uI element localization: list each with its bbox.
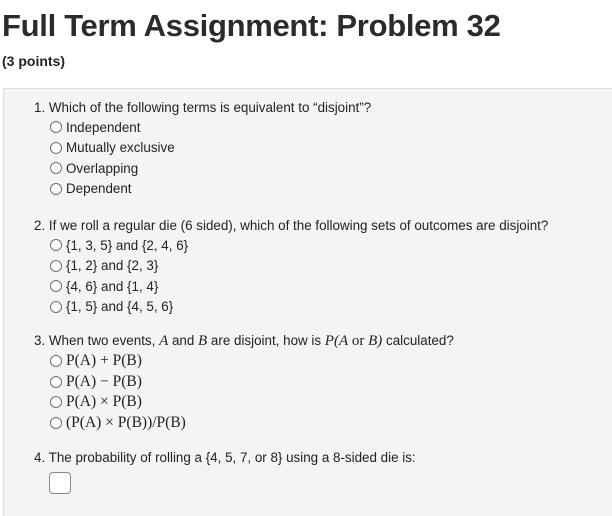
option-label: P(A) × P(B) <box>66 393 142 411</box>
question-2 <box>34 218 548 317</box>
option-label: {1, 5} and {4, 5, 6} <box>66 299 174 315</box>
question-1 <box>34 100 371 199</box>
question-3-options <box>34 351 454 433</box>
question-1-option[interactable] <box>50 158 371 179</box>
question-2-option[interactable] <box>50 297 548 318</box>
question-1-text: 1. Which of the following terms is equivalent to “disjoint”? <box>34 100 372 115</box>
option-label: {4, 6} and {1, 4} <box>66 278 159 294</box>
option-label: Overlapping <box>66 160 139 176</box>
radio-button[interactable] <box>50 396 62 408</box>
option-label: Independent <box>66 119 141 135</box>
radio-button[interactable] <box>50 280 62 292</box>
question-3-option[interactable] <box>50 413 454 434</box>
question-1-options <box>34 117 371 199</box>
radio-button[interactable] <box>50 417 62 429</box>
question-3 <box>34 333 454 433</box>
radio-button[interactable] <box>50 376 62 388</box>
option-label: P(A) + P(B) <box>66 352 142 370</box>
option-label: (P(A) × P(B))/P(B) <box>66 413 186 431</box>
radio-button[interactable] <box>50 142 62 154</box>
question-1-option[interactable] <box>50 117 371 138</box>
radio-button[interactable] <box>50 239 62 251</box>
radio-button[interactable] <box>50 301 62 313</box>
question-2-option[interactable] <box>50 256 548 277</box>
option-label: P(A) − P(B) <box>66 372 142 390</box>
radio-button[interactable] <box>50 183 62 195</box>
radio-button[interactable] <box>50 260 62 272</box>
question-2-option[interactable] <box>50 235 548 256</box>
question-2-option[interactable] <box>50 276 548 297</box>
question-4 <box>34 450 416 465</box>
option-label: {1, 2} and {2, 3} <box>66 258 159 274</box>
option-label: Dependent <box>66 181 132 197</box>
radio-button[interactable] <box>50 121 62 133</box>
question-3-text: 3. When two events, A and B are disjoint, how is P(A or B) calculated? <box>34 333 454 349</box>
radio-button[interactable] <box>50 355 62 367</box>
question-3-option[interactable] <box>50 351 454 372</box>
question-3-option[interactable] <box>50 392 454 413</box>
answer-input[interactable] <box>49 472 71 494</box>
question-1-option[interactable] <box>50 138 371 159</box>
page-title: Full Term Assignment: Problem 32 <box>2 8 501 43</box>
problem-panel <box>3 88 612 516</box>
question-4-text: 4. The probability of rolling a {4, 5, 7, or 8} using a 8-sided die is: <box>34 450 416 465</box>
radio-button[interactable] <box>50 162 62 174</box>
option-label: {1, 3, 5} and {2, 4, 6} <box>66 237 189 253</box>
question-1-option[interactable] <box>50 179 371 200</box>
question-2-options <box>34 235 548 317</box>
question-2-text: 2. If we roll a regular die (6 sided), which of the following sets of outcomes are disjoint? <box>34 218 549 233</box>
points-label: (3 points) <box>2 53 65 69</box>
question-3-option[interactable] <box>50 372 454 393</box>
option-label: Mutually exclusive <box>66 140 175 156</box>
